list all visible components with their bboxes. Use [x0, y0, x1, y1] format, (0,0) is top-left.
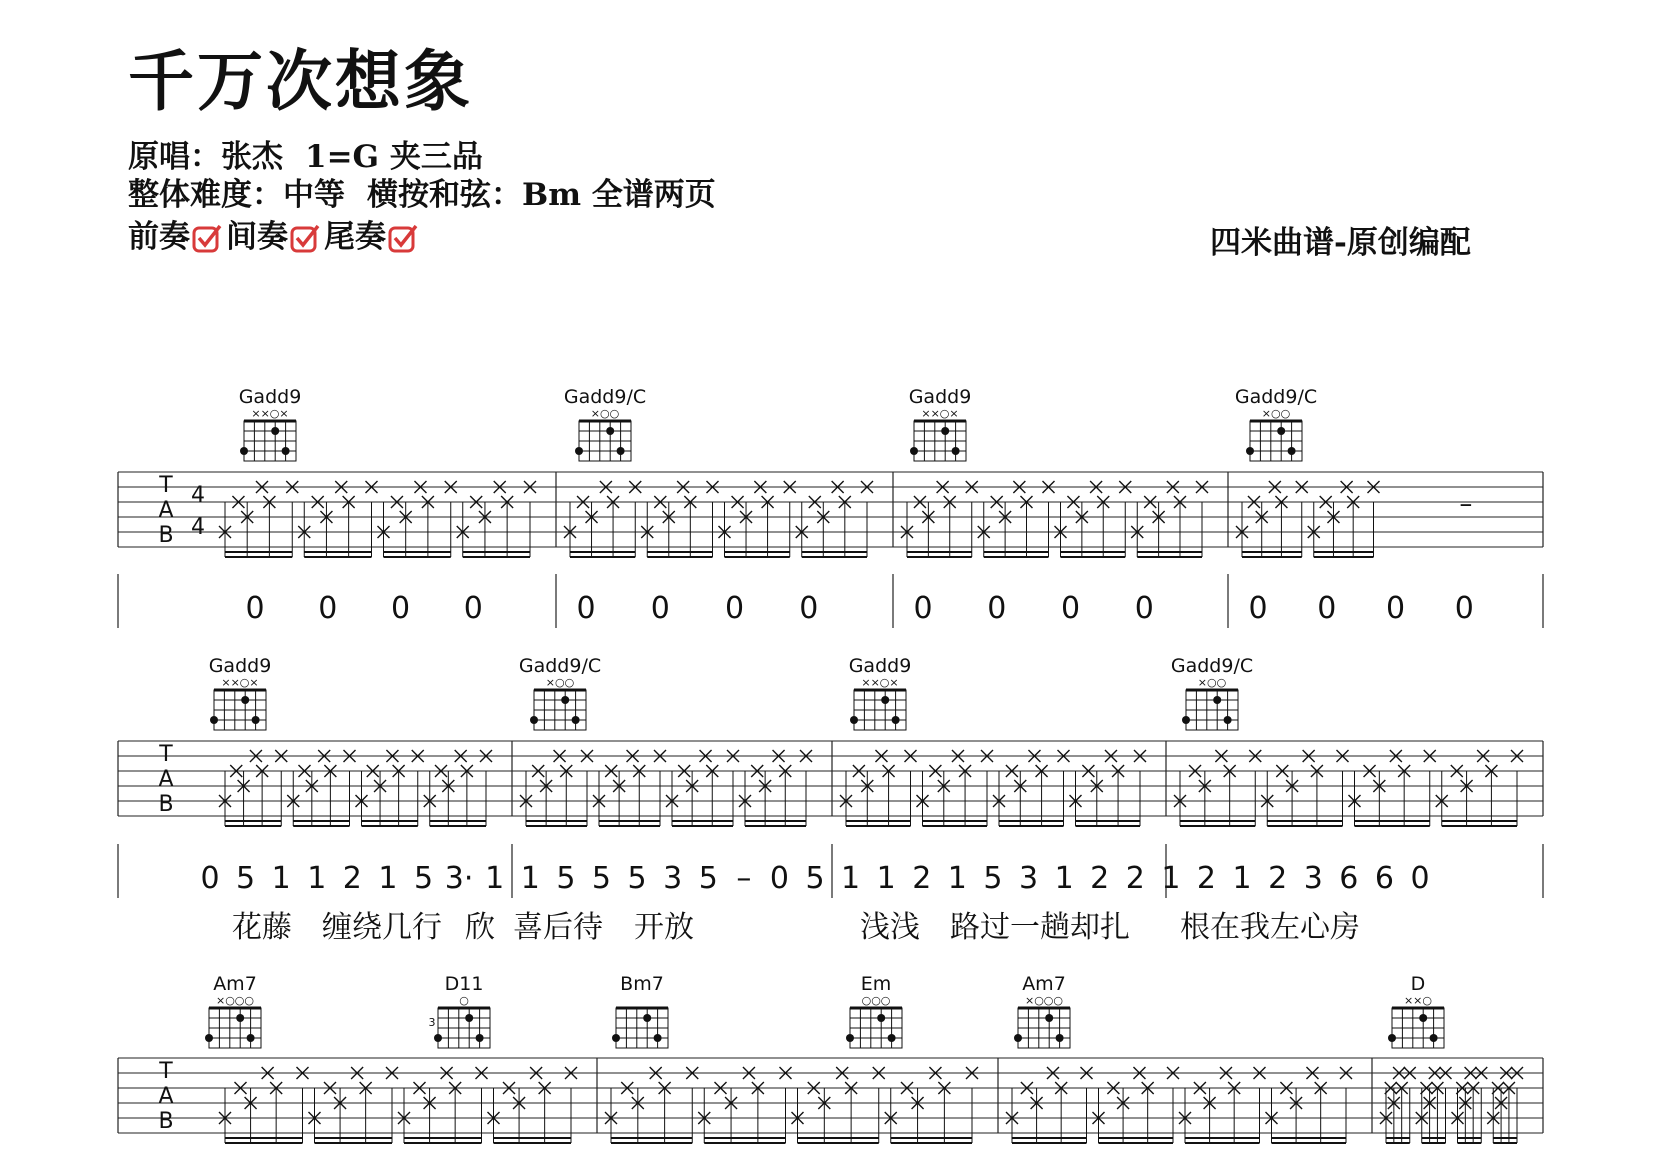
chord-finger-dot	[850, 716, 858, 724]
chord-diagram	[209, 655, 272, 730]
difficulty-label: 整体难度：中等	[128, 177, 345, 213]
jianpu-note: 1	[271, 861, 291, 896]
chord-finger-dot	[434, 1034, 442, 1042]
chord-diagram	[849, 655, 912, 730]
chord-finger-dot	[465, 1014, 473, 1022]
tab-system	[118, 973, 1543, 1143]
tab-system	[118, 386, 1543, 628]
chord-fret-label: 3	[428, 1016, 436, 1029]
lyric-text: 喜后待	[513, 910, 603, 945]
chord-diagram	[205, 973, 261, 1048]
chord-string-marks: ××○×	[221, 676, 259, 689]
chord-name: Em	[860, 973, 892, 995]
chord-finger-dot	[892, 716, 900, 724]
chord-finger-dot	[1419, 1014, 1427, 1022]
chord-string-marks: ×○○	[1197, 676, 1227, 689]
tab-clef-letter: B	[158, 1109, 174, 1134]
jianpu-note: 1	[307, 861, 327, 896]
jianpu-note: 0	[390, 591, 411, 626]
jianpu-note: 0	[650, 591, 670, 626]
chord-name: Gadd9/C	[518, 655, 602, 677]
chord-name: Am7	[1022, 973, 1066, 995]
chord-string-marks: ×○○○	[1024, 994, 1064, 1007]
jianpu-note: 0	[799, 591, 819, 626]
jianpu-note: 0	[724, 591, 745, 626]
chord-finger-dot	[1224, 716, 1232, 724]
chord-finger-dot	[643, 1014, 651, 1022]
jianpu-note: 5	[236, 861, 256, 896]
chord-finger-dot	[1056, 1034, 1064, 1042]
chord-finger-dot	[575, 447, 583, 455]
chord-string-marks: ××○	[1403, 994, 1433, 1007]
jianpu-note: 3	[1018, 861, 1039, 896]
lyric-text: 花藤	[232, 910, 292, 945]
section-interlude: 间奏	[226, 219, 288, 255]
jianpu-note: 0	[1248, 591, 1268, 626]
chord-finger-dot	[572, 716, 580, 724]
tab-clef-letter: T	[159, 473, 173, 498]
chord-name: Gadd9	[908, 386, 972, 408]
chord-name: Gadd9	[238, 386, 302, 408]
jianpu-note: 0	[463, 591, 483, 626]
jianpu-note: 3	[663, 861, 683, 896]
jianpu-note: 2	[1125, 861, 1145, 896]
jianpu-note: 5	[556, 861, 576, 896]
chord-finger-dot	[1277, 427, 1285, 435]
jianpu-note: 1	[841, 861, 861, 896]
jianpu-note: 5	[627, 861, 647, 896]
jianpu-note: 1	[485, 861, 505, 896]
chord-diagram	[612, 973, 668, 1048]
tab-clef-letter: B	[158, 792, 174, 817]
chord-finger-dot	[1014, 1034, 1022, 1042]
jianpu-note: 1	[1161, 861, 1181, 896]
chord-name: Gadd9/C	[1234, 386, 1318, 408]
jianpu-note: 5	[983, 861, 1003, 896]
key-label: 1=G	[305, 139, 380, 175]
chord-name: Gadd9/C	[563, 386, 647, 408]
chord-string-marks: ××○×	[251, 407, 289, 420]
lyric-text: 开放	[634, 910, 694, 945]
chord-name: Am7	[213, 973, 257, 995]
jianpu-note: 5	[413, 861, 434, 896]
jianpu-note: 2	[1268, 861, 1288, 896]
chord-diagram	[1171, 655, 1253, 730]
chord-string-marks: ×○○	[590, 407, 620, 420]
jianpu-note: 5	[805, 861, 825, 896]
chord-finger-dot	[241, 696, 249, 704]
jianpu-note: 1	[1232, 861, 1252, 896]
chord-finger-dot	[888, 1034, 896, 1042]
song-title: 千万次想象	[128, 42, 473, 120]
chord-diagram	[239, 386, 302, 461]
chord-name: Gadd9	[208, 655, 272, 677]
time-signature-bottom: 4	[191, 515, 205, 540]
chord-finger-dot	[941, 427, 949, 435]
lyric-text: 路过一趟却扎	[950, 910, 1130, 945]
chord-name: D11	[444, 973, 484, 995]
jianpu-note: 1	[947, 861, 967, 896]
chord-name: Gadd9/C	[1170, 655, 1254, 677]
jianpu-note: 2	[1196, 861, 1217, 896]
jianpu-note: 0	[576, 591, 596, 626]
jianpu-note: 0	[913, 591, 933, 626]
tab-clef-letter: T	[159, 1059, 173, 1084]
chord-diagram	[1235, 386, 1317, 461]
chord-finger-dot	[1182, 716, 1190, 724]
chord-name: Gadd9	[848, 655, 912, 677]
chord-diagram	[519, 655, 601, 730]
jianpu-note: 1	[1054, 861, 1074, 896]
chord-finger-dot	[1213, 696, 1221, 704]
chord-finger-dot	[247, 1034, 255, 1042]
singer-label: 原唱：张杰	[128, 139, 283, 175]
chord-finger-dot	[1246, 447, 1254, 455]
jianpu-note: 1	[520, 861, 540, 896]
jianpu-note: 2	[342, 861, 362, 896]
chord-diagram	[434, 973, 490, 1048]
chord-string-marks: ×○○	[1261, 407, 1291, 420]
tab-clef-letter: A	[158, 498, 174, 523]
tab-system	[118, 655, 1543, 945]
chord-finger-dot	[476, 1034, 484, 1042]
chord-string-marks: ○○○	[861, 994, 891, 1007]
jianpu-note: 0	[1317, 591, 1337, 626]
jianpu-note: 0	[769, 861, 789, 896]
lyric-text: 缠绕几行	[322, 910, 442, 945]
chord-finger-dot	[910, 447, 918, 455]
chord-string-marks: ××○×	[921, 407, 959, 420]
chord-finger-dot	[617, 447, 625, 455]
jianpu-note: 0	[987, 591, 1007, 626]
jianpu-note: 0	[245, 591, 265, 626]
rest-symbol: –	[1459, 489, 1473, 519]
jianpu-note: 2	[912, 861, 932, 896]
chord-finger-dot	[205, 1034, 213, 1042]
chord-string-marks: ×○○○	[215, 994, 255, 1007]
jianpu-note: 5	[698, 861, 718, 896]
chord-finger-dot	[881, 696, 889, 704]
chord-diagram	[1388, 973, 1444, 1048]
chord-finger-dot	[606, 427, 614, 435]
chord-diagram	[846, 973, 902, 1048]
chord-finger-dot	[271, 427, 279, 435]
chord-finger-dot	[236, 1014, 244, 1022]
jianpu-note: 5	[591, 861, 612, 896]
jianpu-note: 0	[1385, 591, 1406, 626]
jianpu-note: 3	[1303, 861, 1323, 896]
jianpu-note: 1	[876, 861, 896, 896]
chord-finger-dot	[530, 716, 538, 724]
jianpu-note: 6	[1374, 861, 1394, 896]
time-signature-top: 4	[191, 483, 205, 508]
chord-finger-dot	[1288, 447, 1296, 455]
chord-diagram	[909, 386, 972, 461]
jianpu-note: 0	[1410, 861, 1430, 896]
lyric-text: 根在我左心房	[1180, 910, 1360, 945]
chord-finger-dot	[612, 1034, 620, 1042]
lyric-text: 浅浅	[860, 910, 920, 945]
chord-string-marks: ××○×	[861, 676, 899, 689]
chord-finger-dot	[1430, 1034, 1438, 1042]
section-intro: 前奏	[128, 219, 190, 255]
chord-name: D	[1410, 973, 1426, 995]
chord-finger-dot	[1045, 1014, 1053, 1022]
jianpu-note: 0	[318, 591, 338, 626]
chord-finger-dot	[877, 1014, 885, 1022]
jianpu-note: 6	[1339, 861, 1359, 896]
barre-chord-label: 横按和弦：Bm 全谱两页	[367, 177, 716, 213]
tab-clef-letter: A	[158, 1084, 174, 1109]
chord-finger-dot	[561, 696, 569, 704]
jianpu-note: 1	[378, 861, 398, 896]
chord-finger-dot	[252, 716, 260, 724]
tab-clef-letter: T	[159, 742, 173, 767]
jianpu-note: 2	[1090, 861, 1110, 896]
chord-diagram	[564, 386, 646, 461]
lyric-text: 欣	[465, 910, 495, 945]
jianpu-note: 0	[200, 861, 220, 896]
jianpu-note: 0	[1060, 591, 1081, 626]
jianpu-note: –	[736, 861, 752, 896]
chord-finger-dot	[282, 447, 290, 455]
section-outro: 尾奏	[324, 219, 386, 255]
jianpu-note: 0	[1134, 591, 1154, 626]
chord-finger-dot	[210, 716, 218, 724]
chord-finger-dot	[240, 447, 248, 455]
capo-label: 夹三品	[389, 139, 483, 175]
tab-clef-letter: A	[158, 767, 174, 792]
chord-finger-dot	[1388, 1034, 1396, 1042]
chord-string-marks: ○	[459, 994, 469, 1007]
chord-string-marks: ×○○	[545, 676, 575, 689]
chord-name: Bm7	[620, 973, 664, 995]
chord-finger-dot	[654, 1034, 662, 1042]
jianpu-note: 0	[1454, 591, 1474, 626]
jianpu-note: 3·	[444, 861, 474, 896]
chord-finger-dot	[952, 447, 960, 455]
arranger-credit: 四米曲谱-原创编配	[1210, 225, 1471, 261]
chord-diagram	[1014, 973, 1070, 1048]
chord-finger-dot	[846, 1034, 854, 1042]
tab-clef-letter: B	[158, 523, 174, 548]
